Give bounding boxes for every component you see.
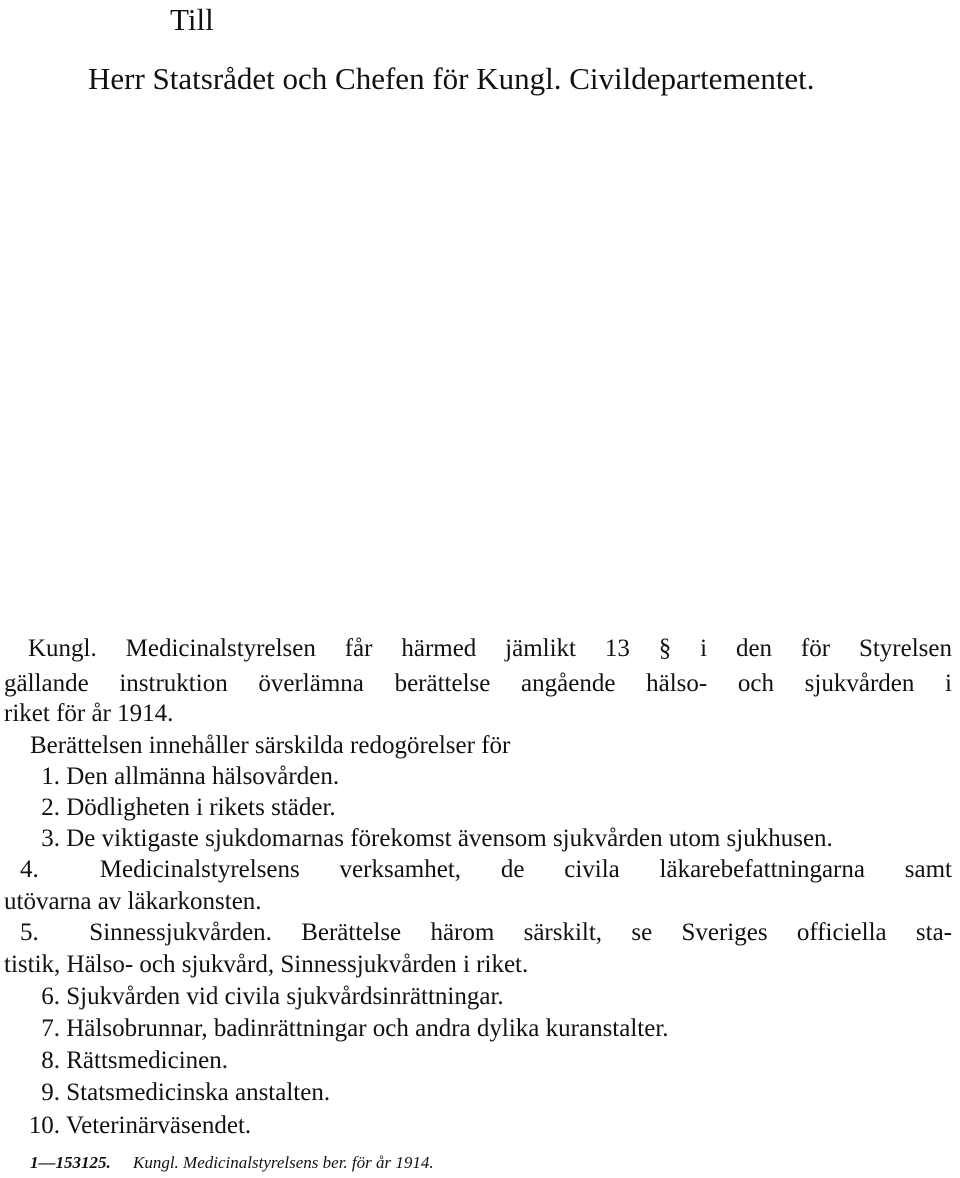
item-text: Rättsmedicinen.	[66, 1047, 229, 1074]
intro-line-1: Kungl. Medicinalstyrelsen får härmed jämlikt 13 § i den för Styrelsen	[28, 635, 952, 662]
addressee-heading: Herr Statsrådet och Chefen för Kungl. Civildepartementet.	[88, 61, 815, 96]
item-text: De viktigaste sjukdomarnas förekomst ävensom sjukvården utom sjukhusen.	[66, 825, 833, 852]
item-text: Medicinalstyrelsens verksamhet, de civila läkarebefattningarna samt	[99, 856, 952, 883]
item-text: Dödligheten i rikets städer.	[66, 794, 336, 821]
contents-lead: Berättelsen innehåller särskilda redogörelser för	[30, 732, 511, 759]
item-number: 2.	[41, 794, 60, 821]
item-number: 10.	[28, 1112, 60, 1139]
salutation: Till	[170, 2, 214, 37]
item-text: Veterinärväsendet.	[65, 1112, 252, 1139]
item-text: Hälsobrunnar, badinrättningar och andra dylika kuranstalter.	[66, 1015, 669, 1042]
item-number: 4.	[20, 856, 39, 883]
print-code: 1—153125.	[30, 1153, 111, 1172]
item-text: Den allmänna hälsovården.	[66, 763, 340, 790]
item-number: 3.	[41, 825, 60, 852]
running-title: Kungl. Medicinalstyrelsens ber. för år 1914.	[133, 1153, 434, 1172]
list-item	[20, 764, 339, 789]
intro-line-3: riket för år 1914.	[4, 700, 174, 727]
intro-line-2: gällande instruktion överlämna berättelse angående hälso- och sjukvården i	[4, 670, 952, 697]
item-text: Statsmedicinska anstalten.	[66, 1079, 331, 1106]
list-item	[20, 795, 336, 820]
list-item	[20, 1048, 228, 1073]
item-number: 1.	[41, 763, 60, 790]
list-item	[20, 984, 504, 1009]
list-item-continuation: tistik, Hälso- och sjukvård, Sinnessjukvården i riket.	[4, 951, 529, 978]
item-number: 7.	[41, 1015, 60, 1042]
list-item	[12, 1113, 251, 1138]
list-item-continuation: utövarna av läkarkonsten.	[4, 888, 262, 915]
item-number: 8.	[41, 1047, 60, 1074]
list-item	[20, 826, 833, 851]
item-number: 5.	[20, 919, 39, 946]
item-number: 6.	[41, 983, 60, 1010]
page-footer	[30, 1154, 434, 1171]
item-number: 9.	[41, 1079, 60, 1106]
list-item	[20, 1016, 669, 1041]
item-text: Sjukvården vid civila sjukvårdsinrättningar.	[66, 983, 504, 1010]
list-item	[20, 1080, 330, 1105]
list-item	[20, 920, 952, 945]
item-text: Sinnessjukvården. Berättelse härom särskilt, se Sveriges officiella sta-	[89, 919, 952, 946]
list-item	[20, 857, 952, 882]
